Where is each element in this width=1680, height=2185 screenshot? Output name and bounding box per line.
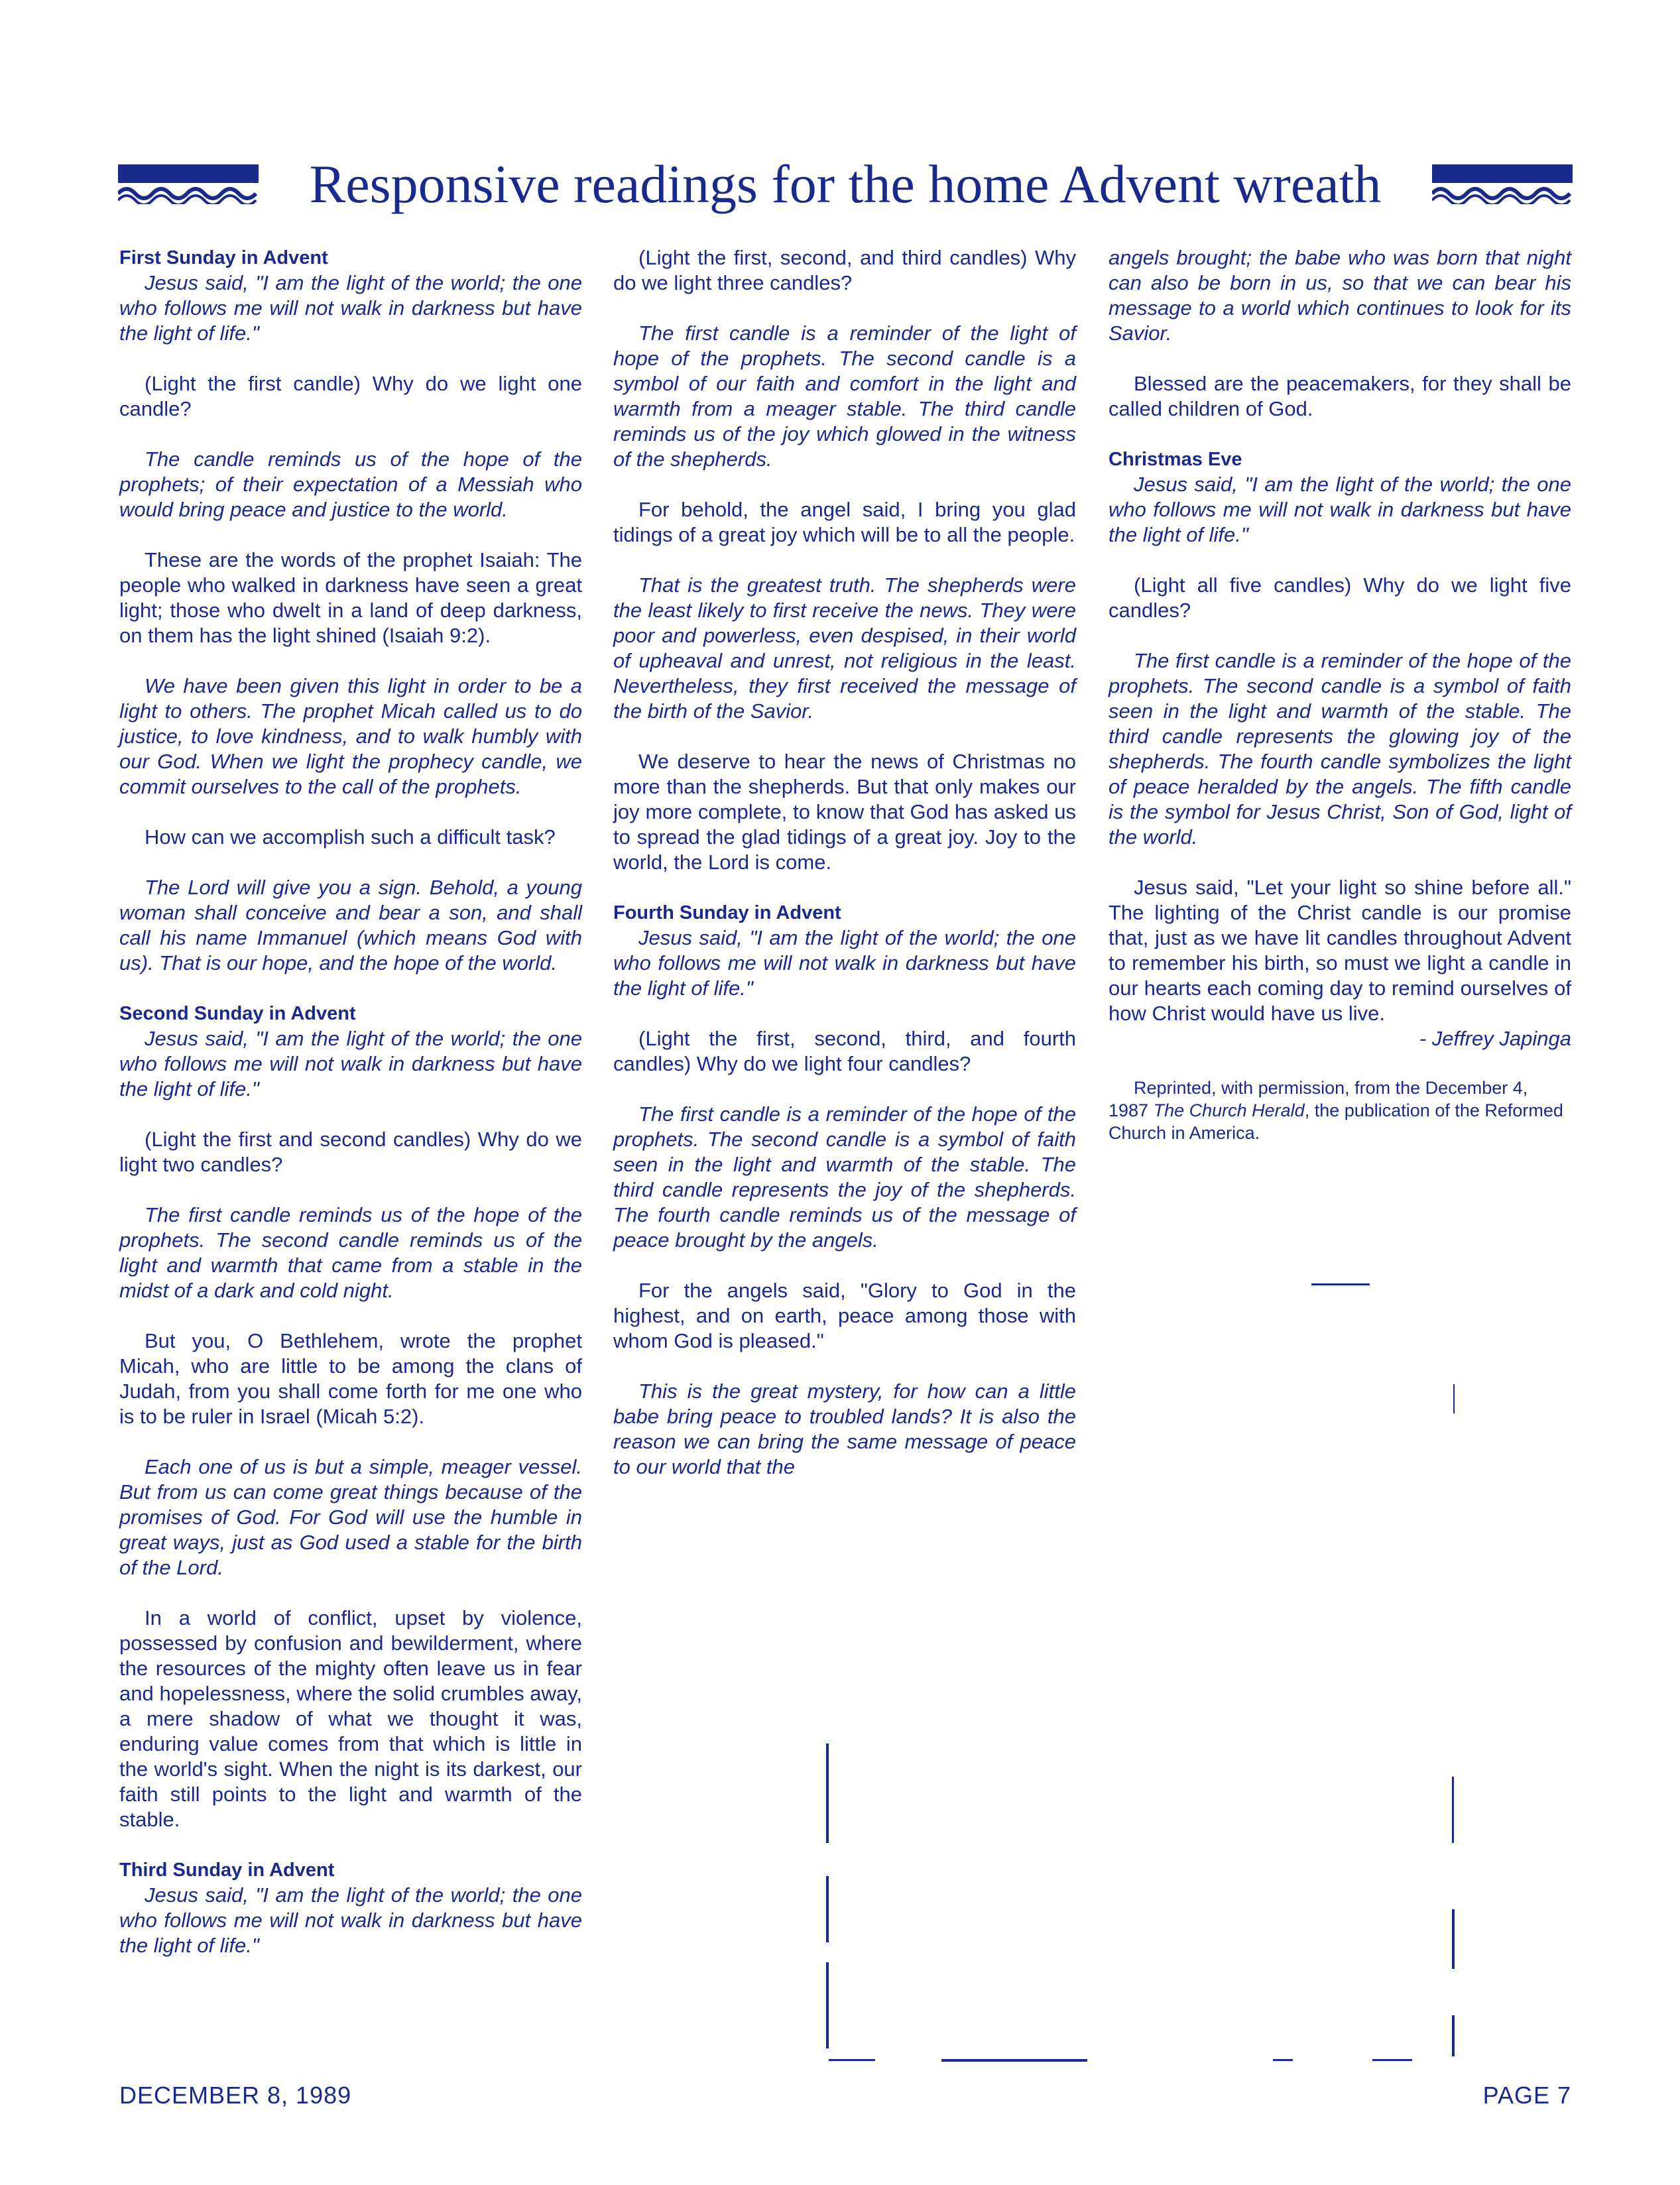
reading-text: We have been given this light in order to be a light to others. The prophet Micah called us to do justice, to love kindness, and to walk humbly with our God. When we light the prophecy candle, we commit ourselves to the call of the prophets. bbox=[119, 674, 582, 798]
reading-text: Blessed are the peacemakers, for they shall be called children of God. bbox=[1109, 372, 1571, 420]
reading-text: For the angels said, "Glory to God in the highest, and on earth, peace among those with whom God is pleased." bbox=[613, 1279, 1076, 1352]
wave-ornament-icon bbox=[1432, 183, 1573, 204]
reading-text: Jesus said, "I am the light of the world; the one who follows me will not walk in darkness but have the light of life." bbox=[613, 926, 1076, 1000]
wave-ornament-icon bbox=[118, 183, 259, 204]
reading-text: How can we accomplish such a difficult task? bbox=[145, 825, 556, 849]
scan-mark bbox=[1372, 2059, 1412, 2061]
footer-date: DECEMBER 8, 1989 bbox=[119, 2082, 352, 2109]
column-1 bbox=[119, 245, 582, 1958]
scan-mark bbox=[1453, 1384, 1455, 1413]
reading-text: For behold, the angel said, I bring you glad tidings of a great joy which will be to all the people. bbox=[613, 498, 1076, 546]
author-signature: - Jeffrey Japinga bbox=[1419, 1027, 1571, 1050]
reading-text: This is the great mystery, for how can a little babe bring peace to troubled lands? It is also the reason we can bring the same message of peace to our world that the bbox=[613, 1380, 1076, 1478]
scan-mark bbox=[826, 1876, 829, 1942]
scan-mark bbox=[1273, 2059, 1293, 2061]
title-row bbox=[118, 156, 1573, 217]
reading-text: (Light all five candles) Why do we light five candles? bbox=[1109, 573, 1571, 622]
section-heading-second-sunday: Second Sunday in Advent bbox=[119, 1003, 356, 1024]
section-heading-first-sunday: First Sunday in Advent bbox=[119, 247, 328, 268]
scan-mark bbox=[826, 1962, 829, 2048]
title-ornament-right bbox=[1432, 164, 1573, 204]
reading-text: Jesus said, "Let your light so shine before all." The lighting of the Christ candle is our promise that, just as we have lit candles throughout Advent to remember his birth, so must we light a candle in our hearts each coming day to remind ourselves of how Christ would have us live. bbox=[1109, 876, 1571, 1025]
reading-text: We deserve to hear the news of Christmas no more than the shepherds. But that only makes our joy more complete, to know that God has asked us to spread the glad tidings of a great joy. Joy to the world, the Lord is come. bbox=[613, 750, 1076, 874]
section-heading-christmas-eve: Christmas Eve bbox=[1109, 449, 1242, 470]
reading-text: That is the greatest truth. The shepherds were the least likely to first receive the news. They were poor and powerless, even despised, in their world of upheaval and unrest, not religious in the least. Nevertheless, they first received the message of the birth of the Savior. bbox=[613, 573, 1076, 723]
reading-text: The first candle is a reminder of the hope of the prophets. The second candle is a symbol of faith seen in the light and warmth of the stable. The third candle represents the glowing joy of the shepherds. The fourth candle symbolizes the light of peace heralded by the angels. The fifth candle is the symbol for Jesus Christ, Son of God, light of the world. bbox=[1109, 649, 1571, 849]
page-title: Responsive readings for the home Advent wreath bbox=[309, 154, 1382, 214]
scan-mark bbox=[1452, 1777, 1454, 1843]
reading-text: Jesus said, "I am the light of the world; the one who follows me will not walk in darkness but have the light of life." bbox=[119, 271, 582, 345]
reading-text: But you, O Bethlehem, wrote the prophet Micah, who are little to be among the clans of Judah, from you shall come forth for me one who is to be ruler in Israel (Micah 5:2). bbox=[119, 1329, 582, 1428]
section-heading-third-sunday: Third Sunday in Advent bbox=[119, 1860, 335, 1881]
reading-text: The candle reminds us of the hope of the prophets; of their expectation of a Messiah who would bring peace and justice to the world. bbox=[119, 447, 582, 521]
reading-text: These are the words of the prophet Isaiah: The people who walked in darkness have seen a great light; those who dwelt in a land of deep darkness, on them has the light shined (Isaiah 9:2). bbox=[119, 548, 582, 647]
scan-mark bbox=[941, 2059, 1087, 2062]
section-heading-fourth-sunday: Fourth Sunday in Advent bbox=[613, 902, 841, 923]
reading-text: Jesus said, "I am the light of the world; the one who follows me will not walk in darkness but have the light of life." bbox=[119, 1883, 582, 1957]
reading-text: (Light the first and second candles) Why do we light two candles? bbox=[119, 1128, 582, 1176]
reading-text: The Lord will give you a sign. Behold, a young woman shall conceive and bear a son, and shall call his name Immanuel (which means God with us). That is our hope, and the hope of the world. bbox=[119, 876, 582, 974]
scan-mark bbox=[829, 2059, 875, 2061]
reading-text: angels brought; the babe who was born that night can also be born in us, so that we can bear his message to a world which continues to look for its Savior. bbox=[1109, 246, 1571, 345]
reading-text: The first candle reminds us of the hope of the prophets. The second candle reminds us of the light and warmth that came from a stable in the midst of a dark and cold night. bbox=[119, 1203, 582, 1302]
reading-text: In a world of conflict, upset by violence, possessed by confusion and bewilderment, where the resources of the mighty often leave us in fear and hopelessness, where the solid crumbles away, a mere shadow of what we thought it was, enduring value comes from that which is little in the world's sight. When the night is its darkest, our faith still points to the light and warmth of the stable. bbox=[119, 1606, 582, 1831]
title-ornament-left bbox=[118, 164, 259, 204]
scan-mark bbox=[1452, 1909, 1455, 1969]
page-number: PAGE 7 bbox=[1482, 2082, 1571, 2109]
publication-name: The Church Herald bbox=[1153, 1100, 1305, 1120]
scan-mark bbox=[826, 1743, 829, 1843]
reading-text: (Light the first, second, third, and fourth candles) Why do we light four candles? bbox=[613, 1027, 1076, 1075]
reading-text: The first candle is a reminder of the light of hope of the prophets. The second candle is a symbol of our faith and comfort in the light and warmth from a meager stable. The third candle reminds us of the joy which glowed in the witness of the shepherds. bbox=[613, 322, 1076, 471]
reading-text: (Light the first, second, and third candles) Why do we light three candles? bbox=[613, 246, 1076, 294]
reading-text: The first candle is a reminder of the hope of the prophets. The second candle is a symbol of faith seen in the light and warmth of the stable. The third candle represents the joy of the shepherds. The fourth candle reminds us of the message of peace brought by the angels. bbox=[613, 1102, 1076, 1252]
reprint-credit: Reprinted, with permission, from the December 4, 1987 The Church Herald, the publication of the Reformed Church in America. bbox=[1109, 1078, 1563, 1143]
reading-text: (Light the first candle) Why do we light one candle? bbox=[119, 372, 582, 420]
scan-mark bbox=[1452, 2015, 1455, 2056]
column-3 bbox=[1109, 245, 1571, 1169]
reading-text: Jesus said, "I am the light of the world; the one who follows me will not walk in darkness but have the light of life." bbox=[1109, 473, 1571, 546]
reading-text: Jesus said, "I am the light of the world; the one who follows me will not walk in darkness but have the light of life." bbox=[119, 1027, 582, 1100]
scan-mark bbox=[1311, 1283, 1370, 1285]
reading-text: Each one of us is but a simple, meager vessel. But from us can come great things because of the promises of God. For God will use the humble in great ways, just as God used a stable for the birth of the Lord. bbox=[119, 1455, 582, 1579]
column-2 bbox=[613, 245, 1076, 1480]
